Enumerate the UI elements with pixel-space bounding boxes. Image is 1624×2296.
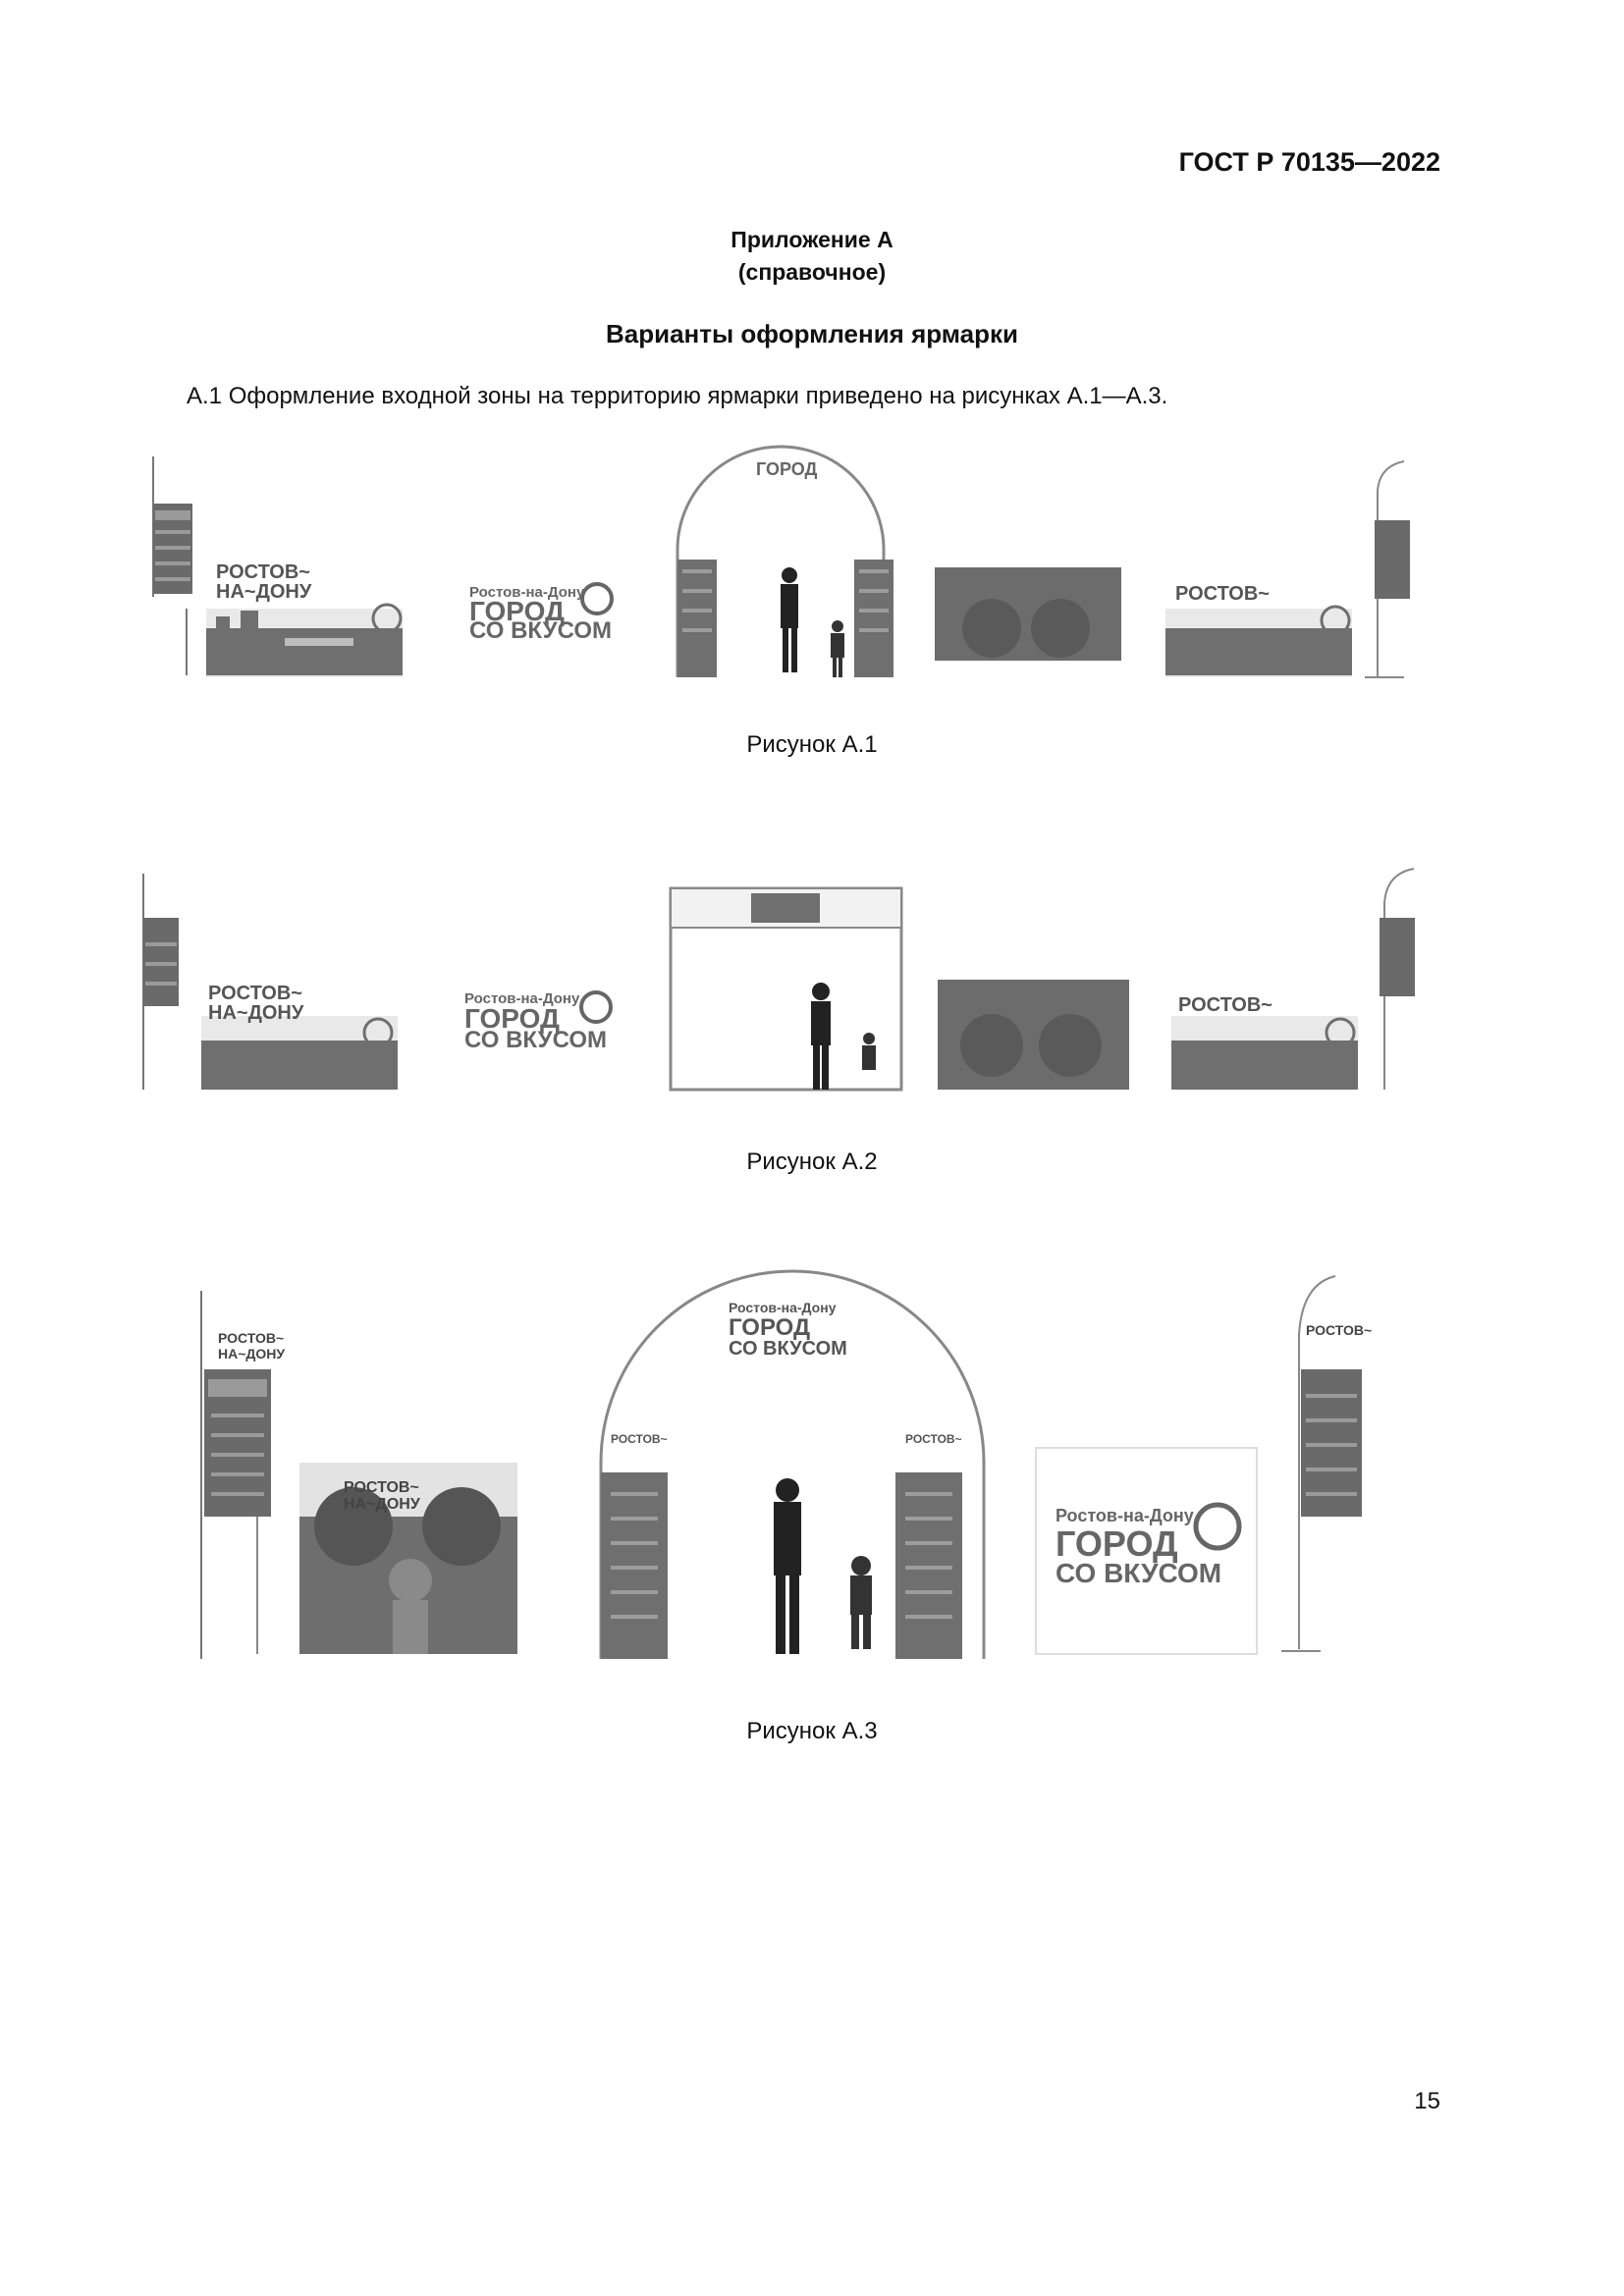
svg-text:РОСТОВ~: РОСТОВ~ xyxy=(1175,583,1270,605)
svg-text:СО ВКУСОМ: СО ВКУСОМ xyxy=(1056,1558,1222,1588)
svg-text:РОСТОВ~: РОСТОВ~ xyxy=(344,1479,419,1496)
svg-text:РОСТОВ~: РОСТОВ~ xyxy=(208,983,302,1004)
svg-text:РОСТОВ~: РОСТОВ~ xyxy=(218,1330,285,1346)
svg-text:СО ВКУСОМ: СО ВКУСОМ xyxy=(464,1027,607,1053)
city-big1: ГОРОД xyxy=(469,596,565,626)
svg-text:НА~ДОНУ: НА~ДОНУ xyxy=(218,1346,286,1362)
rostov-line2: НА~ДОНУ xyxy=(216,581,312,603)
appendix-title: Приложение А xyxy=(731,227,893,252)
section-title: Варианты оформления ярмарки xyxy=(605,319,1019,348)
svg-text:РОСТОВ~: РОСТОВ~ xyxy=(1178,994,1272,1016)
figure-a3-caption: Рисунок А.3 xyxy=(746,1718,878,1744)
svg-text:РОСТОВ~: РОСТОВ~ xyxy=(1306,1322,1373,1338)
poster-banner xyxy=(299,1463,517,1654)
svg-text:НА~ДОНУ: НА~ДОНУ xyxy=(344,1496,420,1513)
appendix-note: (справочное) xyxy=(737,259,887,285)
svg-text:РОСТОВ~: РОСТОВ~ xyxy=(905,1432,962,1446)
flag-banner-right xyxy=(1281,1276,1372,1651)
svg-text:ГОРОД: ГОРОД xyxy=(1056,1523,1178,1564)
people-silhouettes xyxy=(774,1478,872,1654)
svg-text:ГОРОД: ГОРОД xyxy=(464,1003,560,1034)
city-logo-banner xyxy=(1036,1448,1257,1654)
page-number: 15 xyxy=(1414,2088,1440,2114)
entrance-arch xyxy=(601,1271,984,1659)
svg-text:Ростов-на-Дону: Ростов-на-Дону xyxy=(1056,1506,1194,1525)
figure-a2-caption: Рисунок А.2 xyxy=(746,1148,878,1175)
intro-paragraph: А.1 Оформление входной зоны на территорию ярмарки приведено на рисунках А.1—А.3. xyxy=(187,383,1168,409)
flag-banner-left xyxy=(201,1291,285,1659)
figure-a1-caption: Рисунок А.1 xyxy=(746,731,878,758)
svg-text:НА~ДОНУ: НА~ДОНУ xyxy=(208,1002,304,1024)
svg-text:СО ВКУСОМ: СО ВКУСОМ xyxy=(729,1338,847,1360)
svg-text:РОСТОВ~: РОСТОВ~ xyxy=(611,1432,668,1446)
svg-text:ГОРОД: ГОРОД xyxy=(756,459,818,479)
rostov-line1: РОСТОВ~ xyxy=(216,561,310,583)
city-small: Ростов-на-Дону xyxy=(469,584,585,601)
svg-text:ГОРОД: ГОРОД xyxy=(729,1314,811,1341)
svg-text:Ростов-на-Дону: Ростов-на-Дону xyxy=(729,1300,837,1315)
standard-header: ГОСТ Р 70135—2022 xyxy=(1178,147,1440,177)
svg-text:Ростов-на-Дону: Ростов-на-Дону xyxy=(464,990,580,1007)
city-big2: СО ВКУСОМ xyxy=(469,617,612,644)
